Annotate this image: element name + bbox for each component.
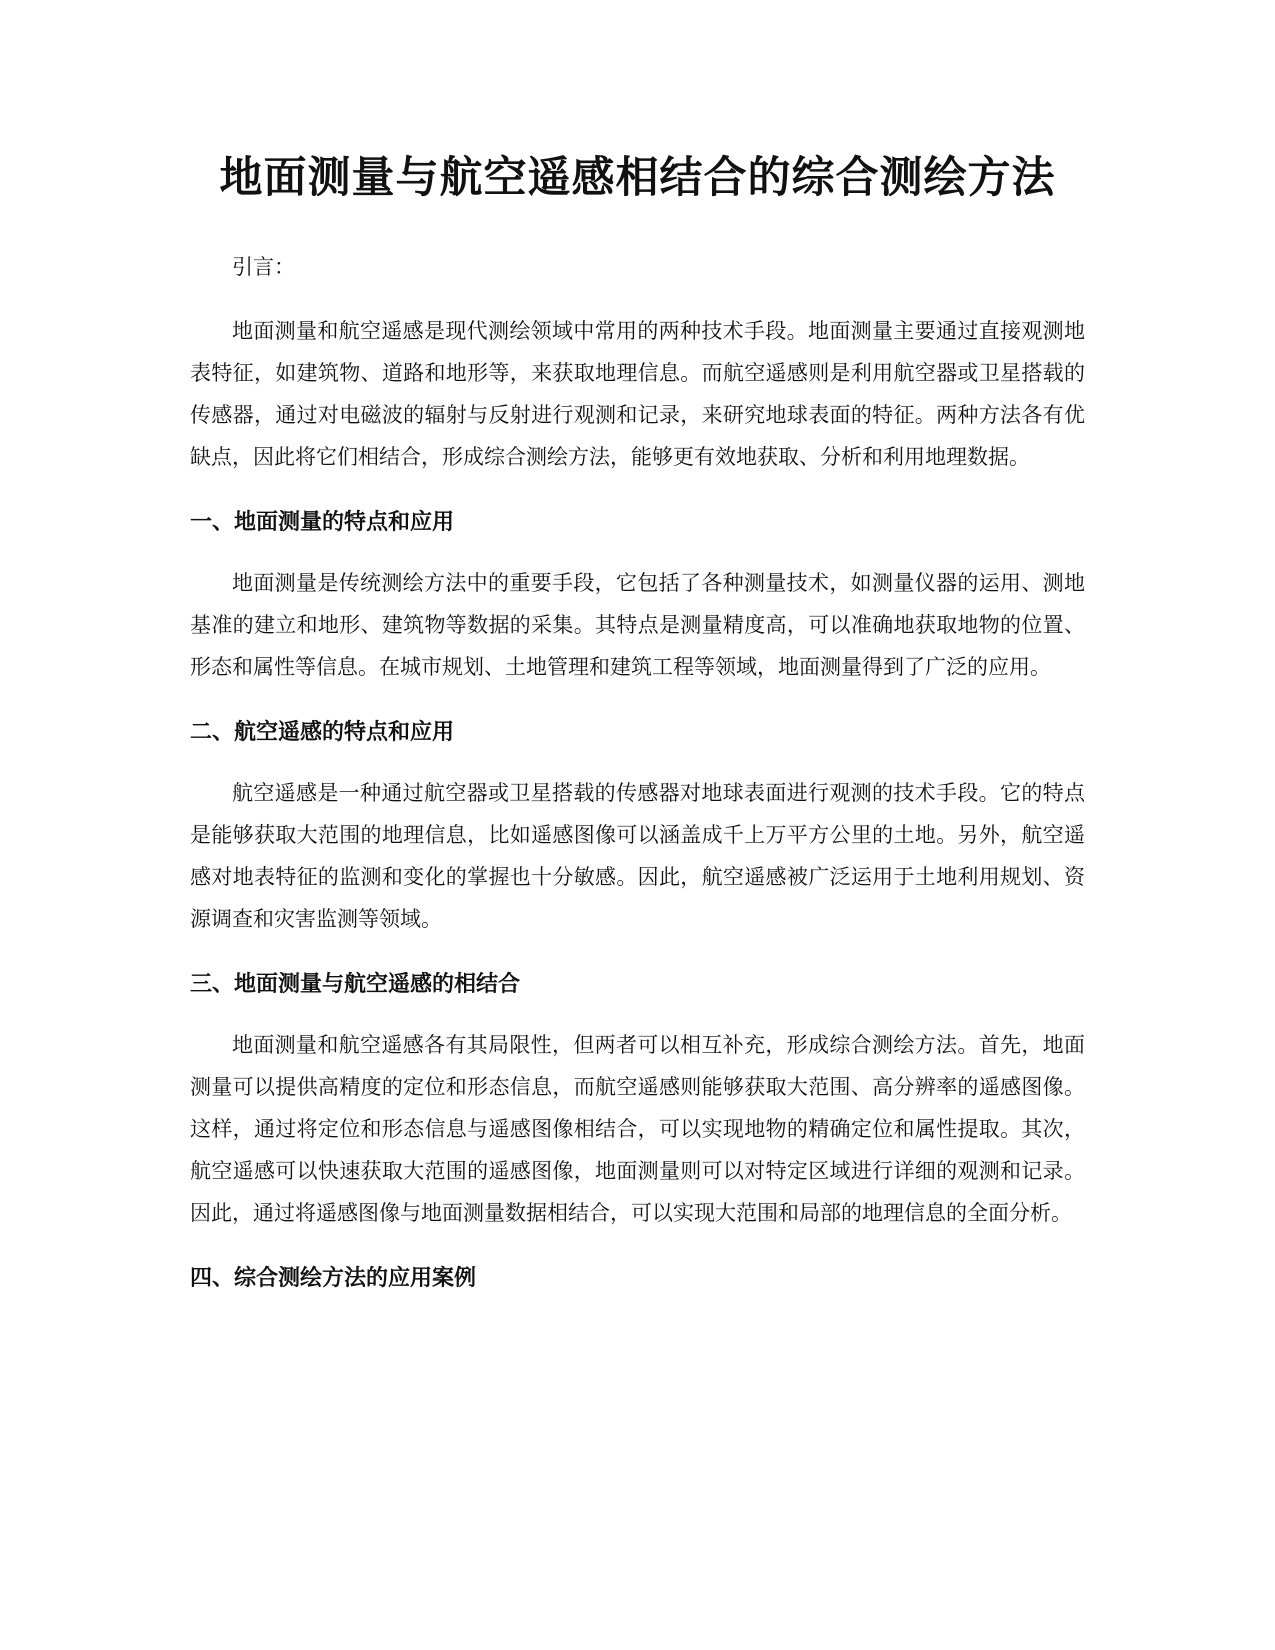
section-paragraph-3: 地面测量和航空遥感各有其局限性，但两者可以相互补充，形成综合测绘方法。首先，地面测量可以提供高精度的定位和形态信息，而航空遥感则能够获取大范围、高分辨率的遥感图像。这样，通过将定位和形态信息与遥感图像相结合，可以实现地物的精确定位和属性提取。其次，航空遥感可以快速获取大范围的遥感图像，地面测量则可以对特定区域进行详细的观测和记录。因此，通过将遥感图像与地面测量数据相结合，可以实现大范围和局部的地理信息的全面分析。: [190, 1033, 1085, 1225]
section-paragraph-2: 航空遥感是一种通过航空器或卫星搭载的传感器对地球表面进行观测的技术手段。它的特点是能够获取大范围的地理信息，比如遥感图像可以涵盖成千上万平方公里的土地。另外，航空遥感对地表特征的监测和变化的掌握也十分敏感。因此，航空遥感被广泛运用于土地利用规划、资源调查和灾害监测等领域。: [190, 781, 1085, 931]
document-body: [190, 148, 1085, 1298]
intro-paragraph: 地面测量和航空遥感是现代测绘领域中常用的两种技术手段。地面测量主要通过直接观测地表特征，如建筑物、道路和地形等，来获取地理信息。而航空遥感则是利用航空器或卫星搭载的传感器，通过对电磁波的辐射与反射进行观测和记录，来研究地球表面的特征。两种方法各有优缺点，因此将它们相结合，形成综合测绘方法，能够更有效地获取、分析和利用地理数据。: [190, 319, 1085, 469]
section-heading-4: 四、综合测绘方法的应用案例: [190, 1266, 477, 1291]
section-paragraph-1: 地面测量是传统测绘方法中的重要手段，它包括了各种测量技术，如测量仪器的运用、测地基准的建立和地形、建筑物等数据的采集。其特点是测量精度高，可以准确地获取地物的位置、形态和属性等信息。在城市规划、土地管理和建筑工程等领域，地面测量得到了广泛的应用。: [190, 571, 1085, 679]
document-title: 地面测量与航空遥感相结合的综合测绘方法: [219, 153, 1056, 203]
section-heading-1: 一、地面测量的特点和应用: [190, 510, 455, 535]
intro-label: 引言：: [232, 255, 295, 279]
section-heading-3: 三、地面测量与航空遥感的相结合: [190, 972, 521, 997]
section-heading-2: 二、航空遥感的特点和应用: [190, 720, 455, 745]
